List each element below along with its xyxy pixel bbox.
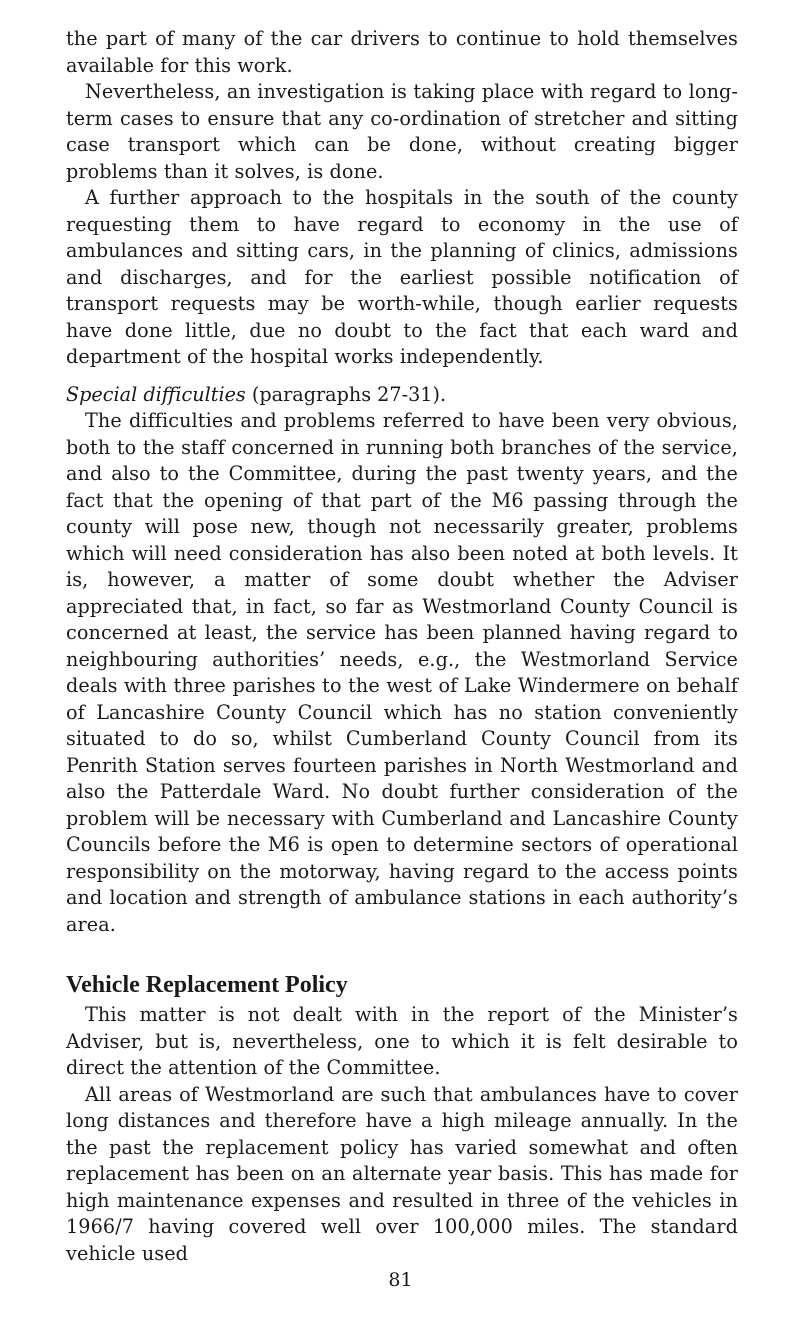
special-difficulties-ref: (paragraphs 27-31). [245,382,447,406]
paragraph-hospitals-approach: A further approach to the hospitals in the south of the county requesting them to have regard to economy in the use of ambulances and sitting cars, in the planning of clinics, admissions and discharges, and for the earliest possible notification of transport requests may be worth-while, though earlier requests have done little, due no doubt to the fact that each ward and department of the hospital works independently. [66,186,738,368]
paragraph-investigation: Nevertheless, an investigation is taking place with regard to long-term cases to ensure that any co-ordination of stretcher and sitting case transport which can be done, without creating bigger problems than it solves, is done. [66,80,738,183]
document-page [66,26,738,1267]
paragraph-special-difficulties: The difficulties and problems referred to have been very obvious, both to the staff concerned in running both branches of the service, and also to the Committee, during the past twenty years, and the fact that the opening of that part of the M6 passing through the county will pose new, though not necessarily greater, problems which will need consideration has also been noted at both levels. It is, however, a matter of some doubt whether the Adviser appreciated that, in fact, so far as Westmorland County Council is concerned at least, the service has been planned having regard to neighbouring authorities’ needs, e.g., the Westmorland Service deals with three parishes to the west of Lake Windermere on behalf of Lancashire County Council which has no station conveniently situated to do so, whilst Cumberland County Council from its Penrith Station serves fourteen parishes in North Westmorland and also the Patterdale Ward. No doubt further consideration of the problem will be necessary with Cumberland and Lancashire County Councils before the M6 is open to determine sectors of operational responsibility on the motorway, having regard to the access points and location and strength of ambulance stations in each authority’s area. [66,409,738,936]
paragraph-vehicle-1: This matter is not dealt with in the report of the Minister’s Adviser, but is, nevertheless, one to which it is felt desirable to direct the attention of the Committee. [66,1003,738,1079]
paragraph-vehicle-2: All areas of Westmorland are such that ambulances have to cover long distances and therefore have a high mileage annually. In the the past the replacement policy has varied somewhat and often replacement has been on an alternate year basis. This has made for high maintenance expenses and resulted in three of the vehicles in 1966/7 having covered well over 100,000 miles. The standard vehicle used [66,1082,738,1265]
section-heading-vehicle-replacement: Vehicle Replacement Policy [66,972,348,998]
special-difficulties-subheading [66,382,738,409]
paragraph-continuation: the part of many of the car drivers to continue to hold themselves available for this work. [66,27,738,77]
page-number: 81 [388,1269,413,1291]
special-difficulties-label: Special difficulties [66,382,246,406]
